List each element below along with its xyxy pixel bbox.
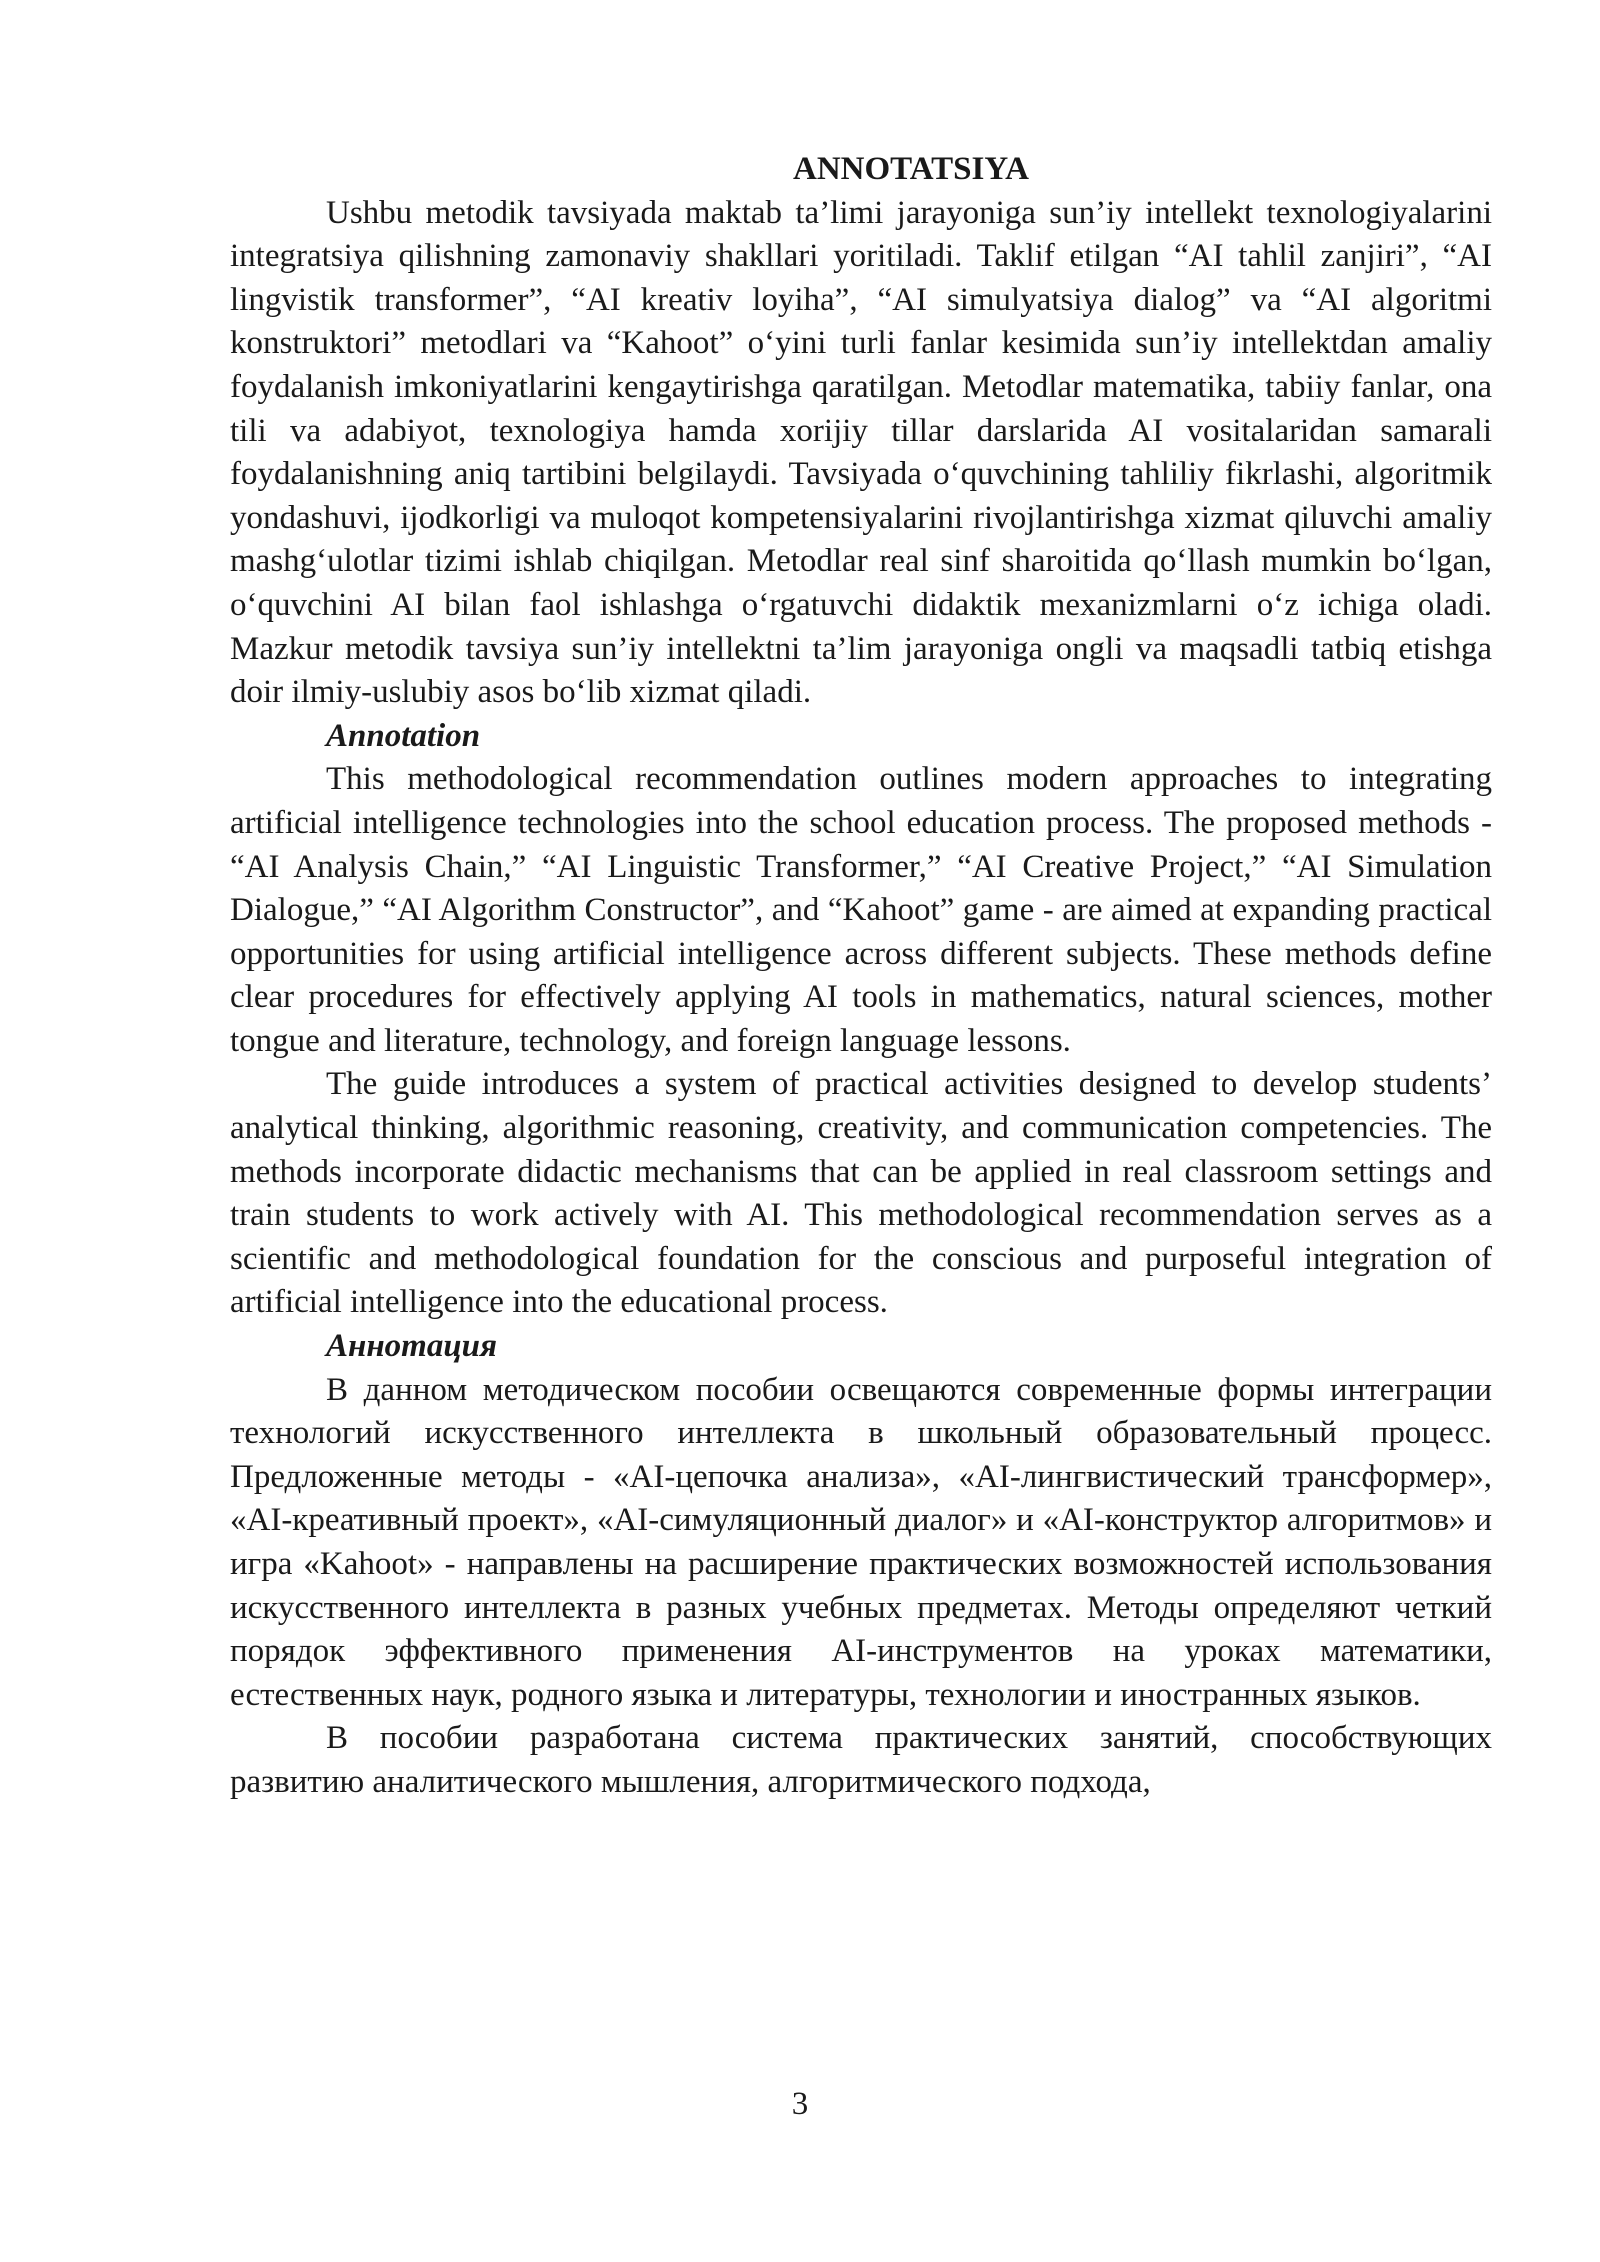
russian-annotation-paragraph-2: В пособии разработана система практических занятий, способствующих развитию аналитического мышления, алгоритмического подхода,	[230, 1720, 1492, 1800]
english-annotation-heading: Annotation	[326, 717, 481, 754]
russian-annotation-heading: Аннотация	[326, 1328, 498, 1365]
document-page	[230, 148, 1492, 1805]
uzbek-annotation-paragraph: Ushbu metodik tavsiyada maktab ta’limi jarayoniga sun’iy intellekt texnologiyalarini integratsiya qilishning zamonaviy shakllari yoritiladi. Taklif etilgan “AI tahlil zanjiri”, “AI lingvistik transformer”, “AI kreativ loyiha”, “AI simulyatsiya dialog” va “AI algoritmi konstruktori” metodlari va “Kahoot” o‘yini turli fanlar kesimida sun’iy intellektdan amaliy foydalanish imkoniyatlarini kengaytirishga qaratilgan. Metodlar matematika, tabiiy fanlar, ona tili va adabiyot, texnologiya hamda xorijiy tillar darslarida AI vositalaridan samarali foydalanishning aniq tartibini belgilaydi. Tavsiyada o‘quvchining tahliliy fikrlashi, algoritmik yondashuvi, ijodkorligi va muloqot kompetensiyalarini rivojlantirishga xizmat qiluvchi amaliy mashg‘ulotlar tizimi ishlab chiqilgan. Metodlar real sinf sharoitida qo‘llash mumkin bo‘lgan, o‘quvchini AI bilan faol ishlashga o‘rgatuvchi didaktik mexanizmlarni o‘z ichiga oladi. Mazkur metodik tavsiya sun’iy intellektni ta’lim jarayoniga ongli va maqsadli tatbiq etishga doir ilmiy-uslubiy asos bo‘lib xizmat qiladi.	[230, 194, 1492, 711]
russian-annotation-paragraph-1: В данном методическом пособии освещаются современные формы интеграции технологий искусственного интеллекта в школьный образовательный процесс. Предложенные методы - «AI-цепочка анализа», «AI-лингвистический трансформер», «AI-креативный проект», «AI-симуляционный диалог» и «AI-конструктор алгоритмов» и игра «Kahoot» - направлены на расширение практических возможностей использования искусственного интеллекта в разных учебных предметах. Методы определяют четкий порядок эффективного применения AI-инструментов на уроках математики, естественных наук, родного языка и литературы, технологии и иностранных языков.	[230, 1371, 1492, 1713]
page-title: ANNOTATSIYA	[793, 151, 1029, 187]
english-annotation-paragraph-1: This methodological recommendation outlines modern approaches to integrating artificial intelligence technologies into the school education process. The proposed methods - “AI Analysis Chain,” “AI Linguistic Transformer,” “AI Creative Project,” “AI Simulation Dialogue,” “AI Algorithm Constructor”, and “Kahoot” game - are aimed at expanding practical opportunities for using artificial intelligence across different subjects. These methods define clear procedures for effectively applying AI tools in mathematics, natural sciences, mother tongue and literature, technology, and foreign language lessons.	[230, 761, 1492, 1059]
english-annotation-paragraph-2: The guide introduces a system of practical activities designed to develop students’ analytical thinking, algorithmic reasoning, creativity, and communication competencies. The methods incorporate didactic mechanisms that can be applied in real classroom settings and train students to work actively with AI. This methodological recommendation serves as a scientific and methodological foundation for the conscious and purposeful integration of artificial intelligence into the educational process.	[230, 1066, 1492, 1321]
page-number: 3	[791, 2086, 809, 2122]
